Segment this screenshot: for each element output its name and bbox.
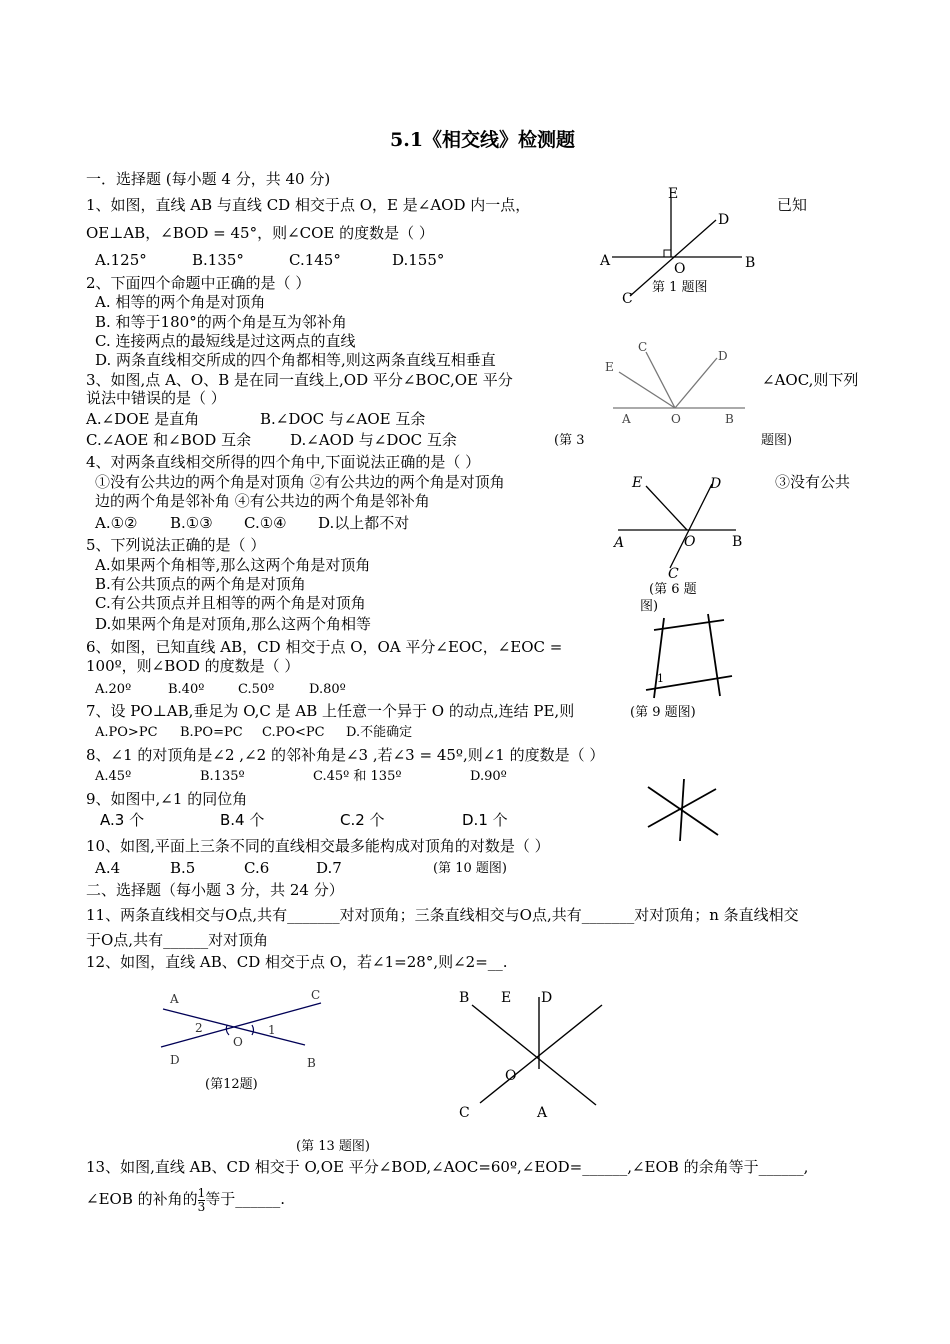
label-d: D	[718, 349, 728, 363]
angle-2-arc	[226, 1025, 229, 1035]
q13-line1: 13、如图,直线 AB、CD 相交于 O,OE 平分∠BOD,∠AOC=60º,∠EOD=______,∠EOB 的余角等于______,	[86, 1158, 809, 1176]
q3-line1: 3、如图,点 A、O、B 是在同一直线上,OD 平分∠BOC,OE 平分	[86, 371, 513, 389]
line-cd	[670, 484, 712, 568]
q8-stem: 8、∠1 的对顶角是∠2 ,∠2 的邻补角是∠3 ,若∠3 = 45º,则∠1 的度数是（ ）	[86, 746, 605, 764]
q11-line2: 于O点,共有______对对顶角	[86, 931, 269, 949]
label-b: B	[732, 534, 743, 550]
figure-q10	[640, 775, 730, 845]
label-b: B	[745, 255, 756, 271]
q4-line1: ①没有公共边的两个角是对顶角 ②有公共边的两个角是对顶角	[95, 473, 505, 491]
q13-line2-end: 等于______.	[205, 1190, 286, 1208]
label-e: E	[501, 990, 512, 1006]
q10-option-d: D.7	[316, 859, 342, 877]
q1-line2: OE⊥AB，∠BOD = 45°，则∠COE 的度数是（ ）	[86, 224, 434, 242]
label-o: O	[233, 1035, 243, 1049]
q1-option-a: A.125°	[95, 251, 147, 269]
label-c: C	[459, 1105, 470, 1121]
q9-option-c: C.2 个	[340, 811, 385, 829]
q3-option-a: A.∠DOE 是直角	[86, 410, 200, 428]
q9-option-a: A.3 个	[100, 811, 145, 829]
figure-q6-caption-end: 图)	[640, 599, 659, 614]
label-b: B	[459, 990, 470, 1006]
figure-q12-caption: (第12题)	[205, 1077, 258, 1092]
q10-stem: 10、如图,平面上三条不同的直线相交最多能构成对顶角的对数是（ ）	[86, 837, 550, 855]
label-e: E	[632, 475, 643, 491]
figure-q3	[605, 338, 755, 428]
label-a: A	[600, 253, 611, 269]
q4-option-d: D.以上都不对	[318, 514, 410, 532]
ray-oc	[646, 352, 675, 408]
q4-option-c: C.①④	[244, 514, 287, 532]
q4-line2: 边的两个角是邻补角 ④有公共边的两个角是邻补角	[95, 492, 430, 510]
label-d: D	[170, 1053, 180, 1067]
q1-option-c: C.145°	[289, 251, 341, 269]
fraction-numerator: 1	[197, 1185, 206, 1200]
q6-option-c: C.50º	[238, 682, 275, 697]
q8-option-d: D.90º	[470, 769, 507, 784]
figure-q12	[155, 985, 335, 1075]
label-c: C	[638, 340, 648, 354]
q4-stem: 4、对两条直线相交所得的四个角中,下面说法正确的是（ ）	[86, 453, 481, 471]
figure-q1-caption: 第 1 题图	[652, 280, 708, 295]
ray-oe	[646, 486, 687, 530]
label-1: 1	[268, 1023, 276, 1037]
q2-option-d: D. 两条直线相交所成的四个角都相等,则这两条直线互相垂直	[95, 351, 496, 369]
q8-option-b: B.135º	[200, 769, 245, 784]
q2-option-a: A. 相等的两个角是对顶角	[95, 293, 266, 311]
q9-option-d: D.1 个	[462, 811, 508, 829]
q2-stem: 2、下面四个命题中正确的是（ ）	[86, 274, 311, 292]
q4-option-a: A.①②	[95, 514, 138, 532]
q6-option-d: D.80º	[309, 682, 346, 697]
q9-stem: 9、如图中,∠1 的同位角	[86, 790, 248, 808]
label-1: 1	[657, 672, 664, 685]
q8-option-c: C.45º 和 135º	[313, 769, 402, 784]
label-a: A	[622, 412, 631, 426]
section-heading: 一．选择题 (每小题 4 分，共 40 分)	[86, 170, 331, 188]
label-a: A	[170, 992, 179, 1006]
figure-q3-caption-end: 题图)	[761, 433, 793, 448]
q6-line1: 6、如图，已知直线 AB，CD 相交于点 O，OA 平分∠EOC，∠EOC =	[86, 638, 563, 656]
label-e: E	[668, 186, 679, 202]
q13-line2-start: ∠EOB 的补角的	[86, 1190, 198, 1208]
figure-q3-caption-start: (第 3	[554, 433, 585, 448]
q3-option-b: B.∠DOC 与∠AOE 互余	[260, 410, 426, 428]
q12-stem: 12、如图，直线 AB、CD 相交于点 O，若∠1=28°,则∠2=__.	[86, 953, 508, 971]
q5-stem: 5、下列说法正确的是（ ）	[86, 536, 266, 554]
fraction-denominator: 3	[197, 1199, 206, 1214]
q5-option-c: C.有公共顶点并且相等的两个角是对顶角	[95, 594, 366, 612]
line-cd	[480, 1005, 602, 1103]
q5-option-b: B.有公共顶点的两个角是对顶角	[95, 575, 306, 593]
q6-option-a: A.20º	[95, 682, 132, 697]
ray-oe	[619, 372, 675, 408]
label-o: O	[684, 534, 696, 550]
q7-option-d: D.不能确定	[346, 725, 413, 740]
angle-1-arc	[252, 1025, 254, 1035]
q3-line1-end: ∠AOC,则下列	[762, 371, 859, 389]
figure-q9	[640, 610, 740, 700]
figure-q6-caption-start: (第 6 题	[649, 582, 697, 597]
figure-q13	[450, 985, 620, 1125]
label-b: B	[725, 412, 734, 426]
q11-line1: 11、两条直线相交与O点,共有_______对对顶角；三条直线相交与O点,共有_______对对顶角；n 条直线相交	[86, 906, 799, 924]
figure-q9-caption: (第 9 题图)	[630, 705, 696, 720]
label-2: 2	[195, 1021, 203, 1035]
q10-option-b: B.5	[170, 859, 196, 877]
right-angle-mark	[664, 250, 671, 257]
label-d: D	[541, 990, 553, 1006]
figure-q13-caption: (第 13 题图)	[296, 1139, 370, 1154]
q7-option-c: C.PO<PC	[262, 725, 325, 740]
figure-q10-caption: (第 10 题图)	[433, 861, 507, 876]
line-top	[654, 620, 724, 630]
q7-stem: 7、设 PO⊥AB,垂足为 O,C 是 AB 上任意一个异于 O 的动点,连结 PE,则	[86, 702, 575, 720]
line-right	[708, 614, 720, 696]
label-c: C	[311, 988, 321, 1002]
line-b	[472, 1005, 596, 1105]
q7-option-a: A.PO>PC	[95, 725, 158, 740]
q4-option-b: B.①③	[170, 514, 213, 532]
q4-line1-end: ③没有公共	[775, 473, 851, 491]
q5-option-d: D.如果两个角是对顶角,那么这两个角相等	[95, 615, 372, 633]
q2-option-c: C. 连接两点的最短线是过这两点的直线	[95, 332, 356, 350]
q6-option-b: B.40º	[168, 682, 205, 697]
label-d: D	[718, 212, 730, 228]
q1-line1-end: 已知	[777, 196, 808, 214]
section-heading-2: 二、选择题（每小题 3 分，共 24 分）	[86, 881, 344, 899]
q2-option-b: B. 和等于180°的两个角是互为邻补角	[95, 313, 347, 331]
q3-line2: 说法中错误的是（ ）	[86, 389, 226, 407]
q9-option-b: B.4 个	[220, 811, 265, 829]
label-a: A	[614, 535, 625, 551]
label-e: E	[605, 360, 614, 374]
q8-option-a: A.45º	[95, 769, 132, 784]
q13-line2	[86, 1186, 285, 1214]
q6-line2: 100º，则∠BOD 的度数是（ ）	[86, 657, 300, 675]
q1-option-b: B.135°	[192, 251, 244, 269]
label-d: D	[710, 476, 722, 492]
figure-q6	[610, 470, 760, 585]
label-c: C	[668, 566, 679, 582]
q3-option-c: C.∠AOE 和∠BOD 互余	[86, 431, 252, 449]
q3-option-d: D.∠AOD 与∠DOC 互余	[290, 431, 457, 449]
q10-option-a: A.4	[95, 859, 121, 877]
q1-option-d: D.155°	[392, 251, 445, 269]
label-o: O	[671, 412, 681, 426]
label-a: A	[537, 1105, 548, 1121]
label-c: C	[622, 291, 633, 307]
q10-option-c: C.6	[244, 859, 270, 877]
label-o: O	[674, 261, 686, 277]
page-title: 5.1《相交线》检测题	[390, 129, 576, 151]
q7-option-b: B.PO=PC	[180, 725, 243, 740]
ray-od	[675, 358, 717, 408]
q1-line1: 1、如图，直线 AB 与直线 CD 相交于点 O，E 是∠AOD 内一点，	[86, 196, 531, 214]
label-b: B	[307, 1056, 316, 1070]
q5-option-a: A.如果两个角相等,那么这两个角是对顶角	[95, 556, 371, 574]
label-o: O	[505, 1068, 517, 1084]
